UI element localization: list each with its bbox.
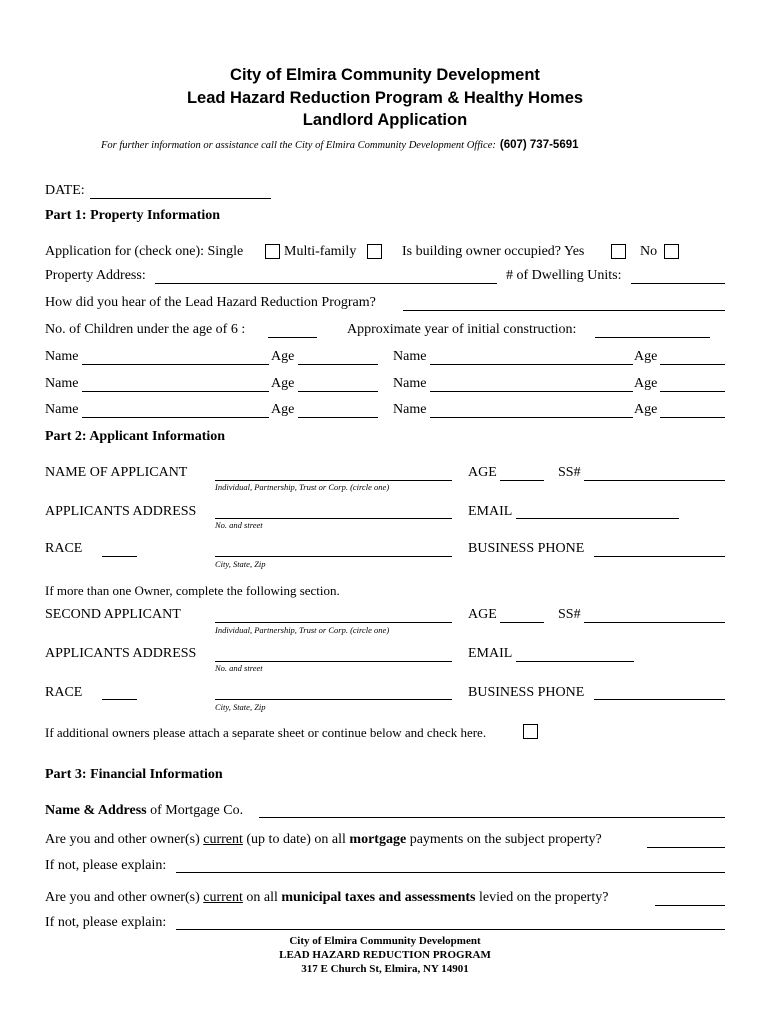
construction-year-label: Approximate year of initial construction:: [347, 322, 577, 337]
mortgage-label-rest: of Mortgage Co.: [146, 803, 244, 818]
q2-part-a: Are you and other owner(s): [45, 890, 204, 905]
second-applicant-address-label: APPLICANTS ADDRESS: [45, 646, 197, 661]
single-checkbox[interactable]: [265, 244, 280, 259]
second-applicant-street-note: No. and street: [215, 663, 263, 673]
second-applicant-age-field[interactable]: [500, 622, 544, 623]
second-applicant-name-field[interactable]: [215, 622, 452, 623]
part3-title: Part 3: Financial Information: [45, 767, 223, 782]
applicant-street-field[interactable]: [215, 518, 452, 519]
applicant-name-field[interactable]: [215, 480, 452, 481]
child-age-label: Age: [634, 376, 658, 391]
footer-program: LEAD HAZARD REDUCTION PROGRAM: [279, 949, 491, 961]
second-applicant-ss-label: SS#: [558, 607, 581, 622]
child-name-field[interactable]: [430, 417, 633, 418]
second-applicant-ss-field[interactable]: [584, 622, 725, 623]
child-age-field[interactable]: [298, 391, 378, 392]
dwelling-units-field[interactable]: [631, 283, 725, 284]
applicant-type-note: Individual, Partnership, Trust or Corp. (circle one): [215, 482, 390, 492]
taxes-current-question: [45, 890, 608, 906]
header-phone: (607) 737-5691: [499, 139, 579, 151]
footer-address: 317 E Church St, Elmira, NY 14901: [301, 963, 469, 975]
q1-part-a: Are you and other owner(s): [45, 832, 204, 847]
q1-mortgage: mortgage: [349, 832, 407, 847]
part2-title: Part 2: Applicant Information: [45, 429, 226, 444]
mortgage-current-field[interactable]: [647, 847, 725, 848]
child-name-label: Name: [393, 376, 427, 391]
applicant-race-label: RACE: [45, 541, 83, 556]
child-age-label: Age: [271, 349, 295, 364]
q1-current: current: [203, 832, 243, 847]
child-name-label: Name: [45, 376, 79, 391]
child-age-label: Age: [634, 402, 658, 417]
child-name-label: Name: [393, 349, 427, 364]
applicant-race-field[interactable]: [102, 556, 137, 557]
children-label: No. of Children under the age of 6 :: [45, 322, 246, 337]
part1-title: Part 1: Property Information: [45, 208, 221, 223]
header-info: [101, 137, 579, 153]
explain-field[interactable]: [176, 872, 725, 873]
applicant-email-label: EMAIL: [468, 504, 513, 519]
q2-current: current: [203, 890, 243, 905]
second-applicant-business-phone-field[interactable]: [594, 699, 725, 700]
child-name-label: Name: [45, 402, 79, 417]
second-applicant-label: SECOND APPLICANT: [45, 607, 181, 622]
mortgage-label: [45, 803, 243, 819]
date-field[interactable]: [90, 198, 271, 199]
second-owner-instructions: If more than one Owner, complete the following section.: [45, 583, 340, 598]
header-subtitle: Lead Hazard Reduction Program & Healthy Homes: [186, 89, 584, 107]
second-applicant-city-note: City, State, Zip: [215, 702, 266, 712]
additional-owners-checkbox[interactable]: [523, 724, 538, 739]
owner-occupied-label: Is building owner occupied? Yes: [402, 244, 585, 259]
applicant-ss-label: SS#: [558, 465, 581, 480]
child-age-field[interactable]: [660, 417, 725, 418]
application-for-label: Application for (check one): Single: [45, 244, 244, 259]
property-address-field[interactable]: [155, 283, 497, 284]
multifamily-checkbox[interactable]: [367, 244, 382, 259]
child-age-field[interactable]: [660, 364, 725, 365]
header-title: City of Elmira Community Development: [230, 66, 540, 84]
child-name-field[interactable]: [430, 391, 633, 392]
additional-owners-label: If additional owners please attach a separate sheet or continue below and check here.: [45, 725, 487, 740]
second-applicant-race-label: RACE: [45, 685, 83, 700]
child-age-label: Age: [634, 349, 658, 364]
second-applicant-email-label: EMAIL: [468, 646, 513, 661]
applicant-ss-field[interactable]: [584, 480, 725, 481]
header-info-text: For further information or assistance call the City of Elmira Community Development Office:: [101, 140, 496, 151]
owner-occupied-no-checkbox[interactable]: [664, 244, 679, 259]
second-applicant-email-field[interactable]: [516, 661, 634, 662]
applicant-business-phone-field[interactable]: [594, 556, 725, 557]
hear-about-field[interactable]: [403, 310, 725, 311]
explain-label: If not, please explain:: [45, 915, 167, 930]
second-applicant-business-phone-label: BUSINESS PHONE: [468, 685, 585, 700]
child-age-label: Age: [271, 402, 295, 417]
child-name-field[interactable]: [82, 391, 269, 392]
q2-part-c: levied on the property?: [475, 890, 609, 905]
applicant-name-label: NAME OF APPLICANT: [45, 465, 188, 480]
child-name-label: Name: [393, 402, 427, 417]
q2-part-b: on all: [242, 890, 282, 905]
date-label: DATE:: [45, 183, 85, 198]
child-age-label: Age: [271, 376, 295, 391]
child-age-field[interactable]: [298, 417, 378, 418]
q1-part-c: payments on the subject property?: [406, 832, 602, 847]
footer-org: City of Elmira Community Development: [289, 935, 481, 947]
applicant-age-field[interactable]: [500, 480, 544, 481]
applicant-street-note: No. and street: [215, 520, 263, 530]
second-applicant-type-note: Individual, Partnership, Trust or Corp. (circle one): [215, 625, 390, 635]
hear-about-label: How did you hear of the Lead Hazard Reduction Program?: [45, 295, 376, 310]
child-age-field[interactable]: [298, 364, 378, 365]
child-name-field[interactable]: [82, 417, 269, 418]
construction-year-field[interactable]: [595, 337, 710, 338]
applicant-city-field[interactable]: [215, 556, 452, 557]
applicant-city-note: City, State, Zip: [215, 559, 266, 569]
second-applicant-age-label: AGE: [468, 607, 497, 622]
explain-label: If not, please explain:: [45, 858, 167, 873]
owner-occupied-no-label: No: [640, 244, 658, 259]
mortgage-current-question: [45, 832, 602, 848]
mortgage-field[interactable]: [259, 817, 725, 818]
mortgage-label-bold: Name & Address: [45, 803, 147, 818]
child-name-field[interactable]: [82, 364, 269, 365]
applicant-business-phone-label: BUSINESS PHONE: [468, 541, 585, 556]
second-applicant-city-field[interactable]: [215, 699, 452, 700]
applicant-age-label: AGE: [468, 465, 497, 480]
child-name-field[interactable]: [430, 364, 633, 365]
applicant-address-label: APPLICANTS ADDRESS: [45, 504, 197, 519]
child-name-label: Name: [45, 349, 79, 364]
children-field[interactable]: [268, 337, 317, 338]
dwelling-units-label: # of Dwelling Units:: [506, 268, 622, 283]
property-address-label: Property Address:: [45, 268, 146, 283]
child-age-field[interactable]: [660, 391, 725, 392]
multifamily-label: Multi-family: [284, 244, 357, 259]
header-form-name: Landlord Application: [302, 111, 468, 129]
explain-field[interactable]: [176, 929, 725, 930]
q1-part-b: (up to date) on all: [242, 832, 350, 847]
applicant-email-field[interactable]: [516, 518, 679, 519]
second-applicant-street-field[interactable]: [215, 661, 452, 662]
owner-occupied-yes-checkbox[interactable]: [611, 244, 626, 259]
second-applicant-race-field[interactable]: [102, 699, 137, 700]
q2-taxes: municipal taxes and assessments: [281, 890, 476, 905]
taxes-current-field[interactable]: [655, 905, 725, 906]
